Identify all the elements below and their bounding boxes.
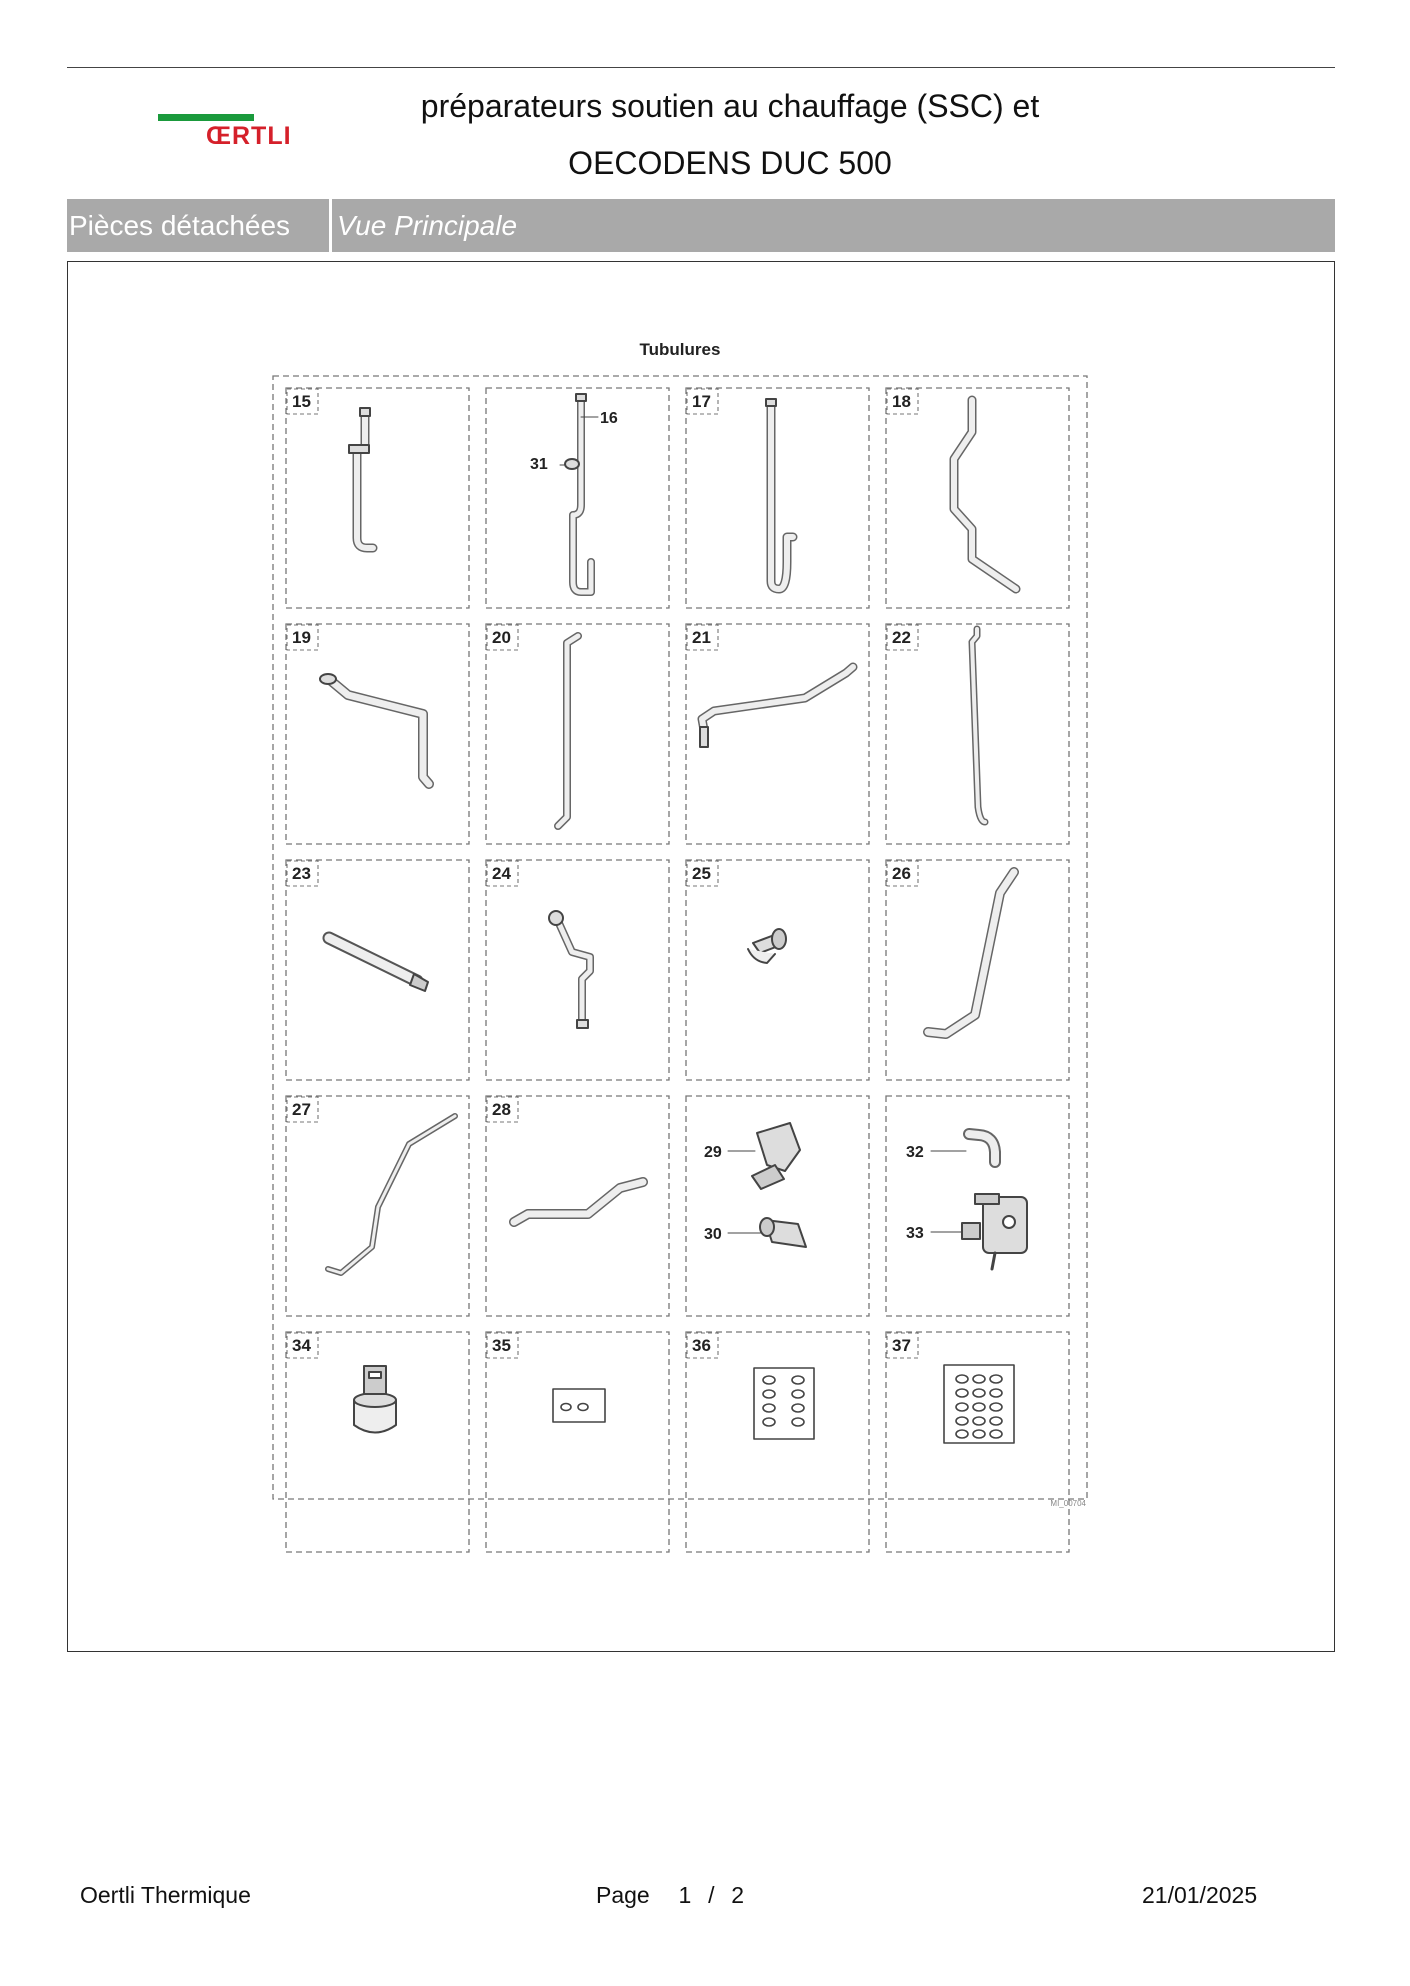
part-23-pipe [329,938,428,991]
part-29-valve [728,1123,800,1189]
part-number-15: 15 [292,392,311,411]
part-cell [486,860,669,1080]
part-cell [286,624,469,844]
part-number-27: 27 [292,1100,311,1119]
part-number-25: 25 [692,864,711,883]
footer-page-label: Page [596,1882,650,1908]
callout-16: 16 [600,410,618,427]
part-drawings [320,394,1027,1443]
section-label-spare-parts: Pièces détachées [67,199,332,252]
callout-29: 29 [704,1144,722,1161]
part-number-18: 18 [892,392,911,411]
part-number-20: 20 [492,628,511,647]
part-15-pipe [349,408,373,548]
top-rule [67,67,1335,68]
part-callouts [530,410,924,1243]
callout-33: 33 [906,1225,924,1242]
part-33-pump [931,1194,1027,1269]
part-22-pipe [972,629,985,822]
part-cell [486,1096,669,1316]
part-32-elbow [931,1134,995,1162]
part-20-pipe [558,636,578,826]
part-number-37: 37 [892,1336,911,1355]
part-21-pipe [700,667,853,747]
document-title-line2: OECODENS DUC 500 [568,145,892,181]
part-24-pipe [549,911,590,1028]
part-number-26: 26 [892,864,911,883]
part-27-pipe [328,1116,455,1273]
part-cell [486,1332,669,1552]
oertli-logo [158,114,308,154]
part-cell [486,624,669,844]
part-17-pipe [766,399,793,589]
part-28-pipe [514,1182,643,1222]
part-cell [886,388,1069,608]
part-18-pipe [954,400,1016,589]
callout-32: 32 [906,1144,924,1161]
logo-text: ŒRTLI [206,122,292,150]
diagram-reference: MI_00704 [1050,1499,1086,1508]
part-number-21: 21 [692,628,711,647]
part-36-gasket-sheet [754,1368,814,1439]
part-31-fitting [560,459,579,469]
part-cell [686,624,869,844]
part-19-pipe [320,674,429,784]
part-number-28: 28 [492,1100,511,1119]
part-cell [286,388,469,608]
part-number-34: 34 [292,1336,311,1355]
part-cell [886,860,1069,1080]
part-25-fitting [748,929,786,963]
exploded-parts-diagram [68,262,1334,1651]
part-cell [286,860,469,1080]
logo-green-bar [158,114,254,121]
footer-page-separator: / [708,1882,715,1908]
part-number-24: 24 [492,864,511,883]
callout-30: 30 [704,1226,722,1243]
diagram-frame [67,261,1335,1652]
part-34-sensor [354,1366,396,1433]
footer-company: Oertli Thermique [80,1882,251,1908]
part-number-23: 23 [292,864,311,883]
callout-31: 31 [530,456,548,473]
document-title-line1: préparateurs soutien au chauffage (SSC) et [420,88,1040,124]
part-cell [686,1332,869,1552]
part-cell [686,860,869,1080]
footer-date: 21/01/2025 [1142,1882,1258,1908]
part-16-pipe [573,394,598,592]
part-number-22: 22 [892,628,911,647]
part-37-gasket-sheet [944,1365,1014,1443]
footer-page-total: 2 [731,1882,745,1908]
part-cell [686,388,869,608]
footer-pagination [596,1882,744,1909]
diagram-outer-border [273,376,1087,1499]
diagram-title: Tubulures [639,340,721,359]
part-number-35: 35 [492,1336,511,1355]
part-30-fitting [728,1218,806,1247]
part-number-36: 36 [692,1336,711,1355]
section-label-view: Vue Principale [337,210,518,241]
part-number-19: 19 [292,628,311,647]
part-35-gasket-sheet [553,1389,605,1422]
part-number-17: 17 [692,392,711,411]
footer-page-current: 1 [678,1882,692,1908]
section-bar [67,199,1335,252]
part-26-pipe [928,872,1014,1034]
